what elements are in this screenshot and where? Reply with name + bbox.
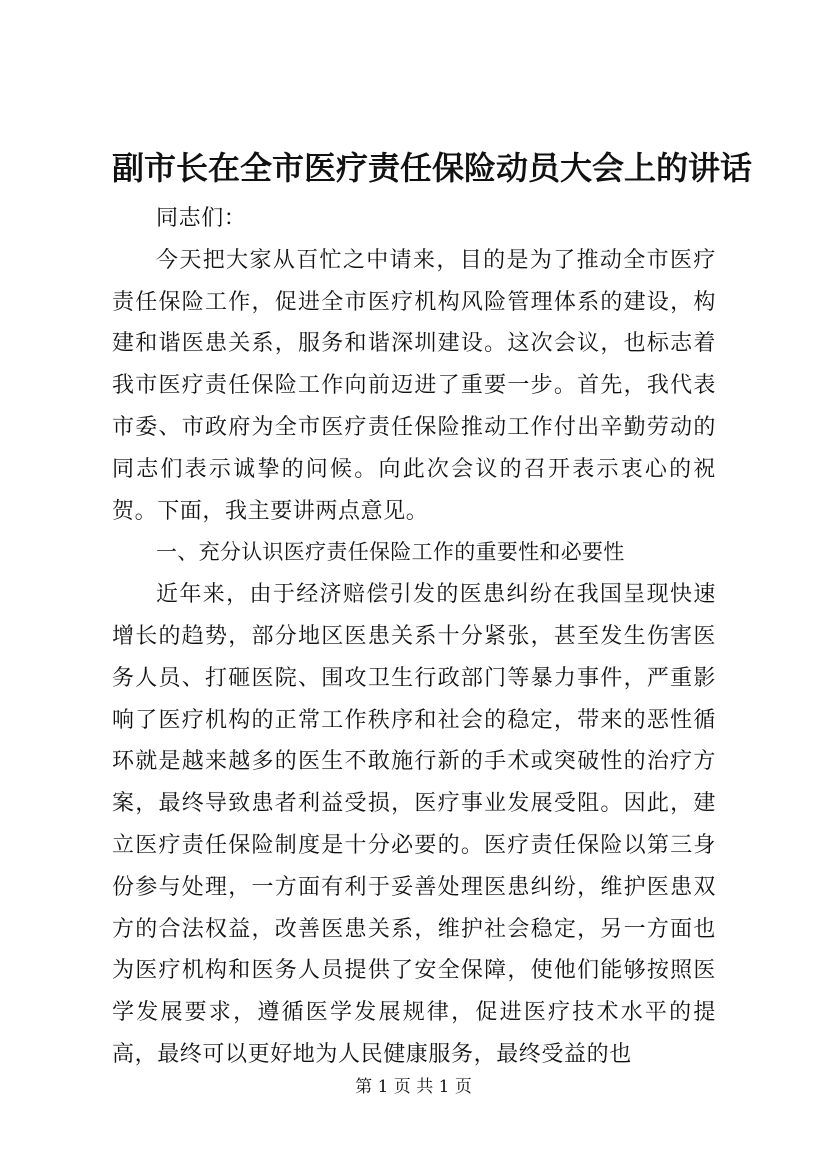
page-footer: 第 1 页 共 1 页 [355,1077,472,1097]
document-title: 副市长在全市医疗责任保险动员大会上的讲话 [112,149,753,187]
paragraph-intro: 今天把大家从百忙之中请来，目的是为了推动全市医疗责任保险工作，促进全市医疗机构风险管理体系的建设，构建和谐医患关系，服务和谐深圳建设。这次会议，也标志着我市医疗责任保险工作向前迈进了重要一步。首先，我代表市委、市政府为全市医疗责任保险推动工作付出辛勤劳动的同志们表示诚挚的问候。向此次会议的召开表示衷心的祝贺。下面，我主要讲两点意见。 [112,247,716,524]
paragraph-section-1: 近年来，由于经济赔偿引发的医患纠纷在我国呈现快速增长的趋势，部分地区医患关系十分紧张，甚至发生伤害医务人员、打砸医院、围攻卫生行政部门等暴力事件，严重影响了医疗机构的正常工作秩序和社会的稳定，带来的恶性循环就是越来越多的医生不敢施行新的手术或突破性的治疗方案，最终导致患者利益受损，医疗事业发展受阻。因此，建立医疗责任保险制度是十分必要的。医疗责任保险以第三身份参与处理，一方面有利于妥善处理医患纠纷，维护医患双方的合法权益，改善医患关系，维护社会稳定，另一方面也为医疗机构和医务人员提供了安全保障，使他们能够按照医学发展要求，遵循医学发展规律，促进医疗技术水平的提高，最终可以更好地为人民健康服务，最终受益的也 [112,582,716,1067]
document-body [112,198,716,1076]
section-heading: 一、充分认识医疗责任保险工作的重要性和必要性 [156,540,625,565]
greeting: 同志们： [156,206,247,231]
